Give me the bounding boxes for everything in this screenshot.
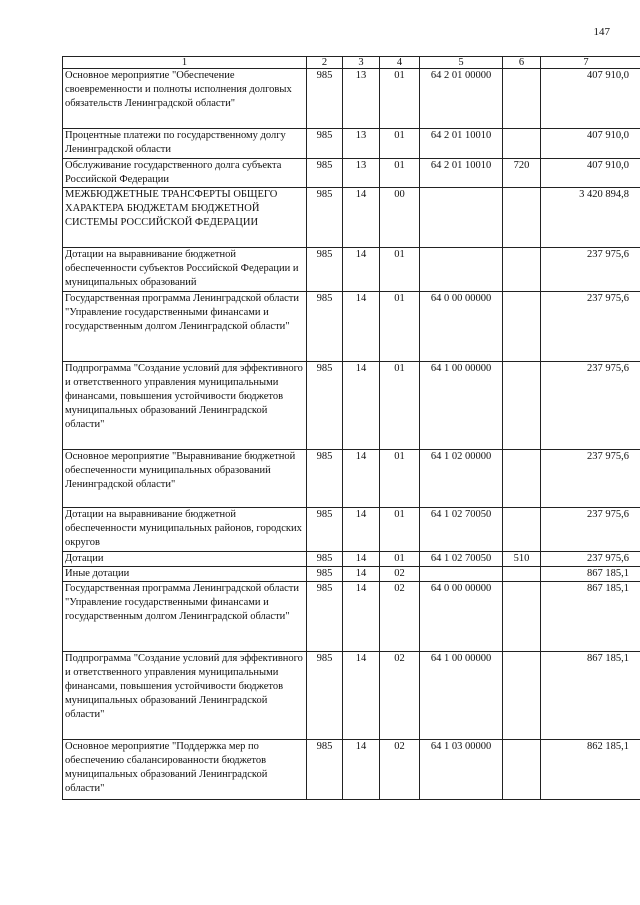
table-body — [63, 69, 640, 800]
row-amount-cell: 407 910,0 — [541, 159, 640, 188]
table-row — [63, 652, 640, 740]
row-target-article-cell: 64 1 02 70050 — [420, 552, 503, 567]
table-row — [63, 248, 640, 292]
row-name-cell: Процентные платежи по государственному долгу Ленинградской области — [63, 129, 307, 159]
row-amount-cell: 237 975,6 — [541, 552, 640, 567]
row-amount-cell: 237 975,6 — [541, 362, 640, 450]
table-row — [63, 740, 640, 800]
row-expense-type-cell — [503, 567, 541, 582]
row-name-cell: Государственная программа Ленинградской области "Управление государственными финансами и государственным долгом Ленинградской области" — [63, 582, 307, 652]
row-code-cell: 985 — [307, 567, 343, 582]
table-row — [63, 552, 640, 567]
row-code-cell: 985 — [307, 582, 343, 652]
row-subsection-cell: 01 — [380, 292, 420, 362]
row-target-article-cell — [420, 188, 503, 248]
row-name-cell: Дотации — [63, 552, 307, 567]
row-amount-cell: 867 185,1 — [541, 567, 640, 582]
header-col-5: 5 — [420, 57, 503, 69]
row-subsection-cell: 01 — [380, 450, 420, 508]
header-col-6: 6 — [503, 57, 541, 69]
row-amount-cell: 237 975,6 — [541, 508, 640, 552]
table-row — [63, 69, 640, 129]
row-expense-type-cell — [503, 292, 541, 362]
table-row — [63, 362, 640, 450]
row-code-cell: 985 — [307, 362, 343, 450]
header-col-3: 3 — [343, 57, 380, 69]
row-name-cell: Основное мероприятие "Обеспечение своевременности и полноты исполнения долговых обязательств Ленинградской области" — [63, 69, 307, 129]
row-target-article-cell: 64 0 00 00000 — [420, 292, 503, 362]
table-row — [63, 292, 640, 362]
row-target-article-cell — [420, 567, 503, 582]
row-target-article-cell: 64 1 02 70050 — [420, 508, 503, 552]
row-expense-type-cell — [503, 508, 541, 552]
row-name-cell: МЕЖБЮДЖЕТНЫЕ ТРАНСФЕРТЫ ОБЩЕГО ХАРАКТЕРА БЮДЖЕТАМ БЮДЖЕТНОЙ СИСТЕМЫ РОССИЙСКОЙ ФЕДЕРАЦИИ — [63, 188, 307, 248]
row-subsection-cell: 01 — [380, 362, 420, 450]
row-subsection-cell: 01 — [380, 129, 420, 159]
row-section-cell: 14 — [343, 188, 380, 248]
row-code-cell: 985 — [307, 552, 343, 567]
row-amount-cell: 407 910,0 — [541, 129, 640, 159]
row-code-cell: 985 — [307, 69, 343, 129]
page-number: 147 — [593, 26, 610, 38]
row-amount-cell: 237 975,6 — [541, 292, 640, 362]
header-row — [63, 57, 640, 69]
row-expense-type-cell — [503, 69, 541, 129]
row-section-cell: 14 — [343, 292, 380, 362]
row-target-article-cell: 64 1 00 00000 — [420, 362, 503, 450]
row-expense-type-cell: 510 — [503, 552, 541, 567]
header-col-7: 7 — [541, 57, 640, 69]
table-row — [63, 159, 640, 188]
row-target-article-cell: 64 2 01 10010 — [420, 159, 503, 188]
row-subsection-cell: 02 — [380, 567, 420, 582]
row-target-article-cell — [420, 248, 503, 292]
row-subsection-cell: 01 — [380, 159, 420, 188]
row-section-cell: 14 — [343, 450, 380, 508]
row-subsection-cell: 01 — [380, 508, 420, 552]
row-code-cell: 985 — [307, 740, 343, 800]
row-name-cell: Основное мероприятие "Поддержка мер по обеспечению сбалансированности бюджетов муниципальных образований Ленинградской области" — [63, 740, 307, 800]
row-target-article-cell: 64 0 00 00000 — [420, 582, 503, 652]
row-subsection-cell: 00 — [380, 188, 420, 248]
table-row — [63, 188, 640, 248]
row-subsection-cell: 02 — [380, 582, 420, 652]
row-expense-type-cell — [503, 188, 541, 248]
row-expense-type-cell — [503, 740, 541, 800]
budget-table — [62, 56, 640, 800]
row-amount-cell: 867 185,1 — [541, 582, 640, 652]
row-amount-cell: 3 420 894,8 — [541, 188, 640, 248]
row-code-cell: 985 — [307, 248, 343, 292]
row-section-cell: 14 — [343, 552, 380, 567]
table-row — [63, 450, 640, 508]
row-amount-cell: 862 185,1 — [541, 740, 640, 800]
row-target-article-cell: 64 2 01 00000 — [420, 69, 503, 129]
row-expense-type-cell — [503, 129, 541, 159]
row-code-cell: 985 — [307, 159, 343, 188]
row-expense-type-cell — [503, 652, 541, 740]
row-name-cell: Основное мероприятие "Выравнивание бюджетной обеспеченности муниципальных образований Ленинградской области" — [63, 450, 307, 508]
row-name-cell: Подпрограмма "Создание условий для эффективного и ответственного управления муниципальными финансами, повышения устойчивости бюджетов муниципальных образований Ленинградской области" — [63, 362, 307, 450]
row-code-cell: 985 — [307, 129, 343, 159]
row-name-cell: Государственная программа Ленинградской области "Управление государственными финансами и государственным долгом Ленинградской области" — [63, 292, 307, 362]
row-target-article-cell: 64 1 02 00000 — [420, 450, 503, 508]
row-name-cell: Обслуживание государственного долга субъекта Российской Федерации — [63, 159, 307, 188]
row-section-cell: 14 — [343, 567, 380, 582]
row-expense-type-cell — [503, 248, 541, 292]
row-subsection-cell: 02 — [380, 740, 420, 800]
row-section-cell: 14 — [343, 652, 380, 740]
table-row — [63, 582, 640, 652]
row-name-cell: Иные дотации — [63, 567, 307, 582]
row-section-cell: 13 — [343, 69, 380, 129]
row-expense-type-cell — [503, 582, 541, 652]
row-name-cell: Дотации на выравнивание бюджетной обеспеченности субъектов Российской Федерации и муниципальных образований — [63, 248, 307, 292]
row-code-cell: 985 — [307, 188, 343, 248]
row-name-cell: Дотации на выравнивание бюджетной обеспеченности муниципальных районов, городских округов — [63, 508, 307, 552]
row-subsection-cell: 01 — [380, 248, 420, 292]
table-row — [63, 567, 640, 582]
row-expense-type-cell — [503, 450, 541, 508]
row-section-cell: 14 — [343, 508, 380, 552]
row-name-cell: Подпрограмма "Создание условий для эффективного и ответственного управления муниципальными финансами, повышения устойчивости бюджетов муниципальных образований Ленинградской области" — [63, 652, 307, 740]
row-target-article-cell: 64 2 01 10010 — [420, 129, 503, 159]
row-target-article-cell: 64 1 00 00000 — [420, 652, 503, 740]
table-row — [63, 129, 640, 159]
row-expense-type-cell: 720 — [503, 159, 541, 188]
row-section-cell: 13 — [343, 129, 380, 159]
row-subsection-cell: 01 — [380, 552, 420, 567]
row-amount-cell: 237 975,6 — [541, 248, 640, 292]
header-col-2: 2 — [307, 57, 343, 69]
row-section-cell: 14 — [343, 362, 380, 450]
row-amount-cell: 237 975,6 — [541, 450, 640, 508]
header-col-1: 1 — [63, 57, 307, 69]
row-amount-cell: 407 910,0 — [541, 69, 640, 129]
row-code-cell: 985 — [307, 652, 343, 740]
row-subsection-cell: 02 — [380, 652, 420, 740]
table-row — [63, 508, 640, 552]
row-section-cell: 14 — [343, 740, 380, 800]
row-amount-cell: 867 185,1 — [541, 652, 640, 740]
table-header — [63, 57, 640, 69]
row-code-cell: 985 — [307, 508, 343, 552]
row-section-cell: 13 — [343, 159, 380, 188]
row-code-cell: 985 — [307, 292, 343, 362]
row-code-cell: 985 — [307, 450, 343, 508]
row-section-cell: 14 — [343, 248, 380, 292]
row-expense-type-cell — [503, 362, 541, 450]
row-target-article-cell: 64 1 03 00000 — [420, 740, 503, 800]
row-subsection-cell: 01 — [380, 69, 420, 129]
row-section-cell: 14 — [343, 582, 380, 652]
header-col-4: 4 — [380, 57, 420, 69]
